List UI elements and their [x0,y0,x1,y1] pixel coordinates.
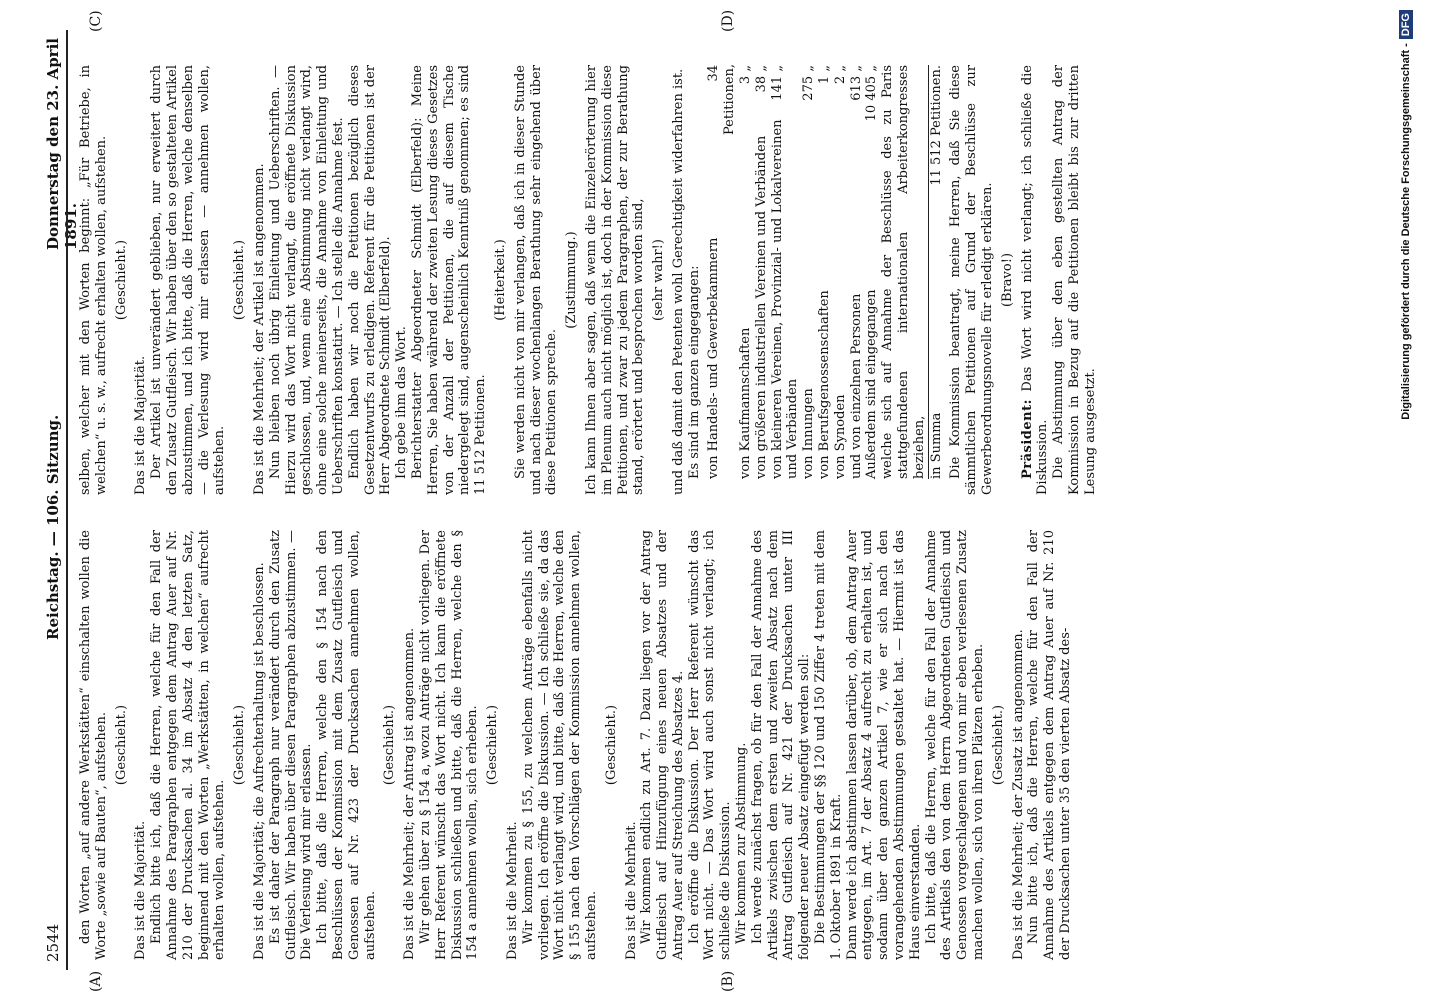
paragraph: Wir kommen zu § 155, zu welchem Anträge ebenfalls nicht vorliegen. Ich eröffne die Diskussion. — Ich schließe sie, da das Wort nicht verlangt wird, und bitte, daß die Herren, welche den § 155 nach den Vorschlägen der Kommission annehmen wollen, aufstehen. [520,530,599,960]
paragraph: Nun bitte ich, daß die Herren, welche für den Fall der Annahme des Artikels entgegen dem Antrag Auer auf Nr. 210 der Drucksachen unter 35 den vierten Absatz des- [1026,530,1074,960]
summary-label: von Kaufmannschaften [738,327,754,479]
page-number: 2544 [44,923,62,962]
margin-marker-d: (D) [720,9,736,32]
summary-label: von Berufsgenossenschaften [817,290,833,479]
stage-direction: (Geschieht.) [113,239,129,321]
paragraph: Die Abstimmung über den eben gestellten Antrag der Kommission in Bezug auf die Petitionen bleibt bis zur dritten Lesung ausgesetzt. [1051,65,1098,495]
paragraph: Wir kommen zur Abstimmung. [734,742,750,944]
summary-count: 141 „ [769,65,785,101]
paragraph: selben, welcher mit den Worten beginnt: „Für Betriebe, in welchen“ u. s. w., aufrecht erhalten wollen, aufstehen. [78,65,109,495]
stage-direction: (Heiterkeit.) [492,239,508,321]
credit-text: Digitalisierung gefördert durch die Deutsche Forschungsgemeinschaft - [1400,43,1412,420]
paragraph: Präsident: Das Wort wird nicht verlangt; ich schließe die Diskussion. [1019,65,1051,495]
paragraph: Das ist die Mehrheit; der Artikel ist angenommen. [251,163,267,495]
margin-marker-b: (B) [720,970,736,992]
stage-direction: (Geschieht.) [990,704,1006,786]
summary-count: 275 „ [801,65,817,101]
summary-label: und von einzelnen Personen [848,293,864,479]
session-date: Donnerstag den 23. April 1891. [44,38,80,250]
paragraph: Dann werde ich abstimmen lassen darüber, ob, dem Antrag Auer entgegen, im Art. 7 der Absatz 4 aufrecht zu erhalten ist, und sodann über den ganzen Artikel 7, wie er sich nach den vorangehenden Abstimmungen gestaltet hat. — Hiermit ist das Haus einverstanden. [844,530,923,960]
paragraph: den Worten „auf andere Werkstätten“ einschalten wollen die Worte „sowie auf Bauten“, aufstehen. [78,530,109,960]
paragraph: und daß damit den Petenten wohl Gerechtigkeit widerfahren ist. [670,68,686,495]
paragraph: Endlich haben wir noch die Petitionen bezüglich dieses Gesetzentwurfs zu erledigen. Referent für die Petitionen ist der Herr Abgeordnete Schmidt (Elberfeld). [346,65,394,495]
digitization-credit [1386,10,1426,990]
summary-label: von Synoden [832,394,848,479]
summary-count: 10 405 „ [864,65,880,122]
summary-count: 3 „ [738,65,754,85]
paragraph: Das ist die Mehrheit; der Zusatz ist angenommen. [1010,629,1026,960]
paragraph: Der Artikel ist unverändert geblieben, nur erweitert durch den Zusatz Gutfleisch. Wir haben über den so gestalteten Artikel abzustimmen, und ich bitte, daß die Herren, welche denselben — die Verlesung wird mir erlassen — annehmen wollen, aufstehen. [149,65,228,495]
margin-marker-c: (C) [88,10,104,32]
summary-count: 2 „ [832,65,848,85]
paragraph: Sie werden nicht von mir verlangen, daß ich in dieser Stunde und nach dieser wochenlangen Berathung sehr eingehend über diese Petitionen spreche. [512,65,560,495]
stage-direction: (Zustimmung.) [564,231,580,329]
stage-direction: (Geschieht.) [382,704,398,786]
stage-direction: (Bravo!) [999,252,1015,308]
summary-label: Außerdem sind eingegangen [864,289,880,479]
summary-total [928,65,945,479]
paragraph: Das ist die Mehrheit. [623,821,639,960]
paragraph: Ich bitte, daß die Herren, welche den § 154 nach den Beschlüssen der Kommission mit dem Zusatz Gutfleisch und Genossen auf Nr. 423 der Drucksachen annehmen wollen, aufstehen. [315,530,378,960]
paragraph: Wir gehen über zu § 154 a, wozu Anträge nicht vorliegen. Der Herr Referent wünscht das Wort nicht. Ich kann die eröffnete Diskussion schließen und bitte, daß die Herren, welche den § 154 a annehmen wollen, sich erheben. [417,530,481,960]
summary-count: 34 Petitionen, [706,63,738,135]
stage-direction: (sehr wahr!) [651,239,667,321]
paragraph: Ich bitte, daß die Herren, welche für den Fall der Annahme des Artikels den von dem Herrn Abgeordneten Gutfleisch und Genossen vorgeschlagenen und von mir eben verlesenen Zusatz machen wollen, sich von ihren Plätzen erheben. [923,530,987,960]
paragraph: Es ist daher der Paragraph nur verändert durch den Zusatz Gutfleisch. Wir haben über diesen Paragraphen abzustimmen. — Die Verlesung wird mir erlassen. [267,530,315,960]
summary-row [833,65,849,479]
header-rule [66,30,68,970]
summary-row [738,65,754,479]
petition-summary [706,65,944,479]
summary-count: 1 „ [817,65,833,85]
stage-direction: (Geschieht.) [603,704,619,786]
summary-label: von größeren industriellen Vereinen und Verbänden [753,135,769,479]
right-column [78,65,1099,495]
summary-label: von Handels- und Gewerbekammern [706,237,722,479]
paragraph: Das ist die Majorität. [133,355,149,495]
summary-note: welche sich auf Annahme der Beschlüsse des zu Paris stattgefundenen internationalen Arbeiterkongresses beziehen, [880,65,927,479]
left-column [78,530,1074,960]
right-column-bottom [948,65,1098,495]
page-header [40,30,80,970]
summary-total-count: 11 512 Petitionen. [928,65,944,186]
speaker-name: Präsident: [1019,399,1035,479]
summary-count: 38 „ [753,65,769,93]
paragraph: Ich gebe ihm das Wort. [394,326,410,479]
stage-direction: (Geschieht.) [485,704,501,786]
paragraph: Nun bleiben noch übrig Einleitung und Ueberschriften. — Hierzu wird das Wort nicht verlangt, die eröffnete Diskussion geschlossen, und, wenn eine Abstimmung nicht verlangt wird, ohne eine solche meinerseits, die Annahme von Einleitung und Ueberschriften konstatirt. — Ich stelle die Annahme fest. [267,65,346,495]
summary-total-label: in Summa [928,412,944,479]
stage-direction: (Geschieht.) [232,704,248,786]
stage-direction: (Geschieht.) [232,239,248,321]
summary-label: von Innungen [801,388,817,479]
stage-direction: (Geschieht.) [113,704,129,786]
session-title: Reichstag. — 106. Sitzung. [44,414,62,640]
summary-row [754,65,770,479]
summary-row [706,65,738,479]
paragraph: Das ist die Mehrheit; der Antrag ist angenommen. [402,627,418,960]
paragraph: Die Kommission beantragt, meine Herren, daß Sie diese sämmtlichen Petitionen auf Grund der Beschlüsse zur Gewerbeordnungsnovelle für erledigt erklären. [948,65,996,495]
paragraph: Endlich bitte ich, daß die Herren, welche für den Fall der Annahme des Paragraphen entgegen dem Antrag Auer auf Nr. 210 der Drucksachen al. 34 im Absatz 4 den letzten Satz, beginnend mit den Worten „Werkstätten, in welchen“ aufrecht erhalten wollen, aufstehen. [149,530,228,960]
summary-row [770,65,802,479]
paragraph: Ich eröffne die Diskussion. Der Herr Referent wünscht das Wort nicht. — Das Wort wird auch sonst nicht verlangt; ich schließe die Diskussion. [686,530,734,960]
summary-label: von kleineren Vereinen, Provinzial- und Lokalvereinen und Verbänden [769,119,801,479]
paragraph: Das ist die Mehrheit. [504,821,520,960]
right-column-top [78,65,702,495]
paragraph: Das ist die Majorität. [133,820,149,960]
paragraph: Das ist die Majorität; die Aufrechterhaltung ist beschlossen. [251,562,267,960]
paragraph: Ich kann Ihnen aber sagen, daß wenn die Einzelerörterung hier im Plenum auch nicht möglich ist, doch in der Kommission diese Petitionen, und zwar zu jedem Paragraphen, der zur Berathung stand, erörtert und besprochen worden sind, [583,65,647,495]
paragraph: Die Bestimmungen der §§ 120 und 150 Ziffer 4 treten mit dem 1. Oktober 1891 in Kraft. [813,530,844,960]
summary-row [801,65,817,479]
summary-row [864,65,880,479]
paragraph: Berichterstatter Abgeordneter Schmidt (Elberfeld): Meine Herren, Sie haben während der zweiten Lesung dieses Gesetzes von der Anzahl der Petitionen, die auf diesem Tische niedergelegt sind, augenscheinlich Kenntniß genommen; es sind 11 512 Petitionen. [409,65,489,495]
paragraph: Es sind im ganzen eingegangen: [686,265,702,479]
paragraph: Wir kommen endlich zu Art. 7. Dazu liegen vor der Antrag Gutfleisch auf Hinzufügung eines neuen Absatzes und der Antrag Auer auf Streichung des Absatzes 4. [639,530,686,960]
margin-marker-a: (A) [88,970,104,992]
summary-count: 613 „ [848,65,864,101]
summary-row [849,65,865,479]
summary-row [817,65,833,479]
paragraph: Ich werde zunächst fragen, ob für den Fall der Annahme des Artikels zwischen dem ersten und zweiten Absatz nach dem Antrag Gutfleisch auf Nr. 421 der Drucksachen unter III folgender neuer Absatz eingefügt werden soll: [749,530,813,960]
dfg-logo: DFG [1399,10,1413,39]
